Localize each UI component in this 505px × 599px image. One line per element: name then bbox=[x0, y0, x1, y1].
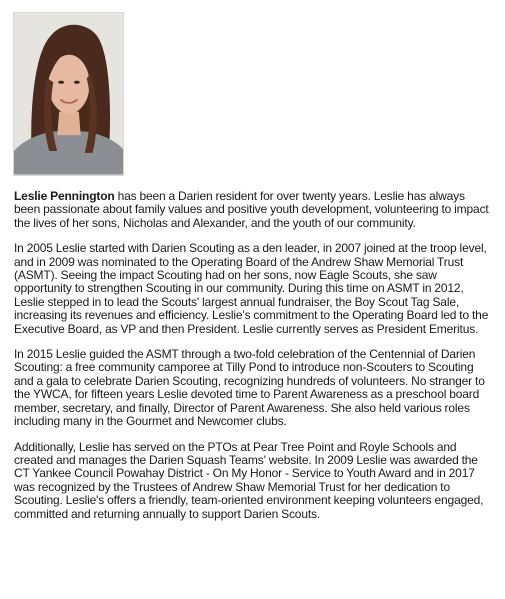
bio-paragraph-1 bbox=[14, 190, 492, 230]
portrait-photo bbox=[13, 12, 124, 176]
bio-paragraph-2: In 2005 Leslie started with Darien Scouting as a den leader, in 2007 joined at the troop level, and in 2009 was nominated to the Operating Board of the Andrew Shaw Memorial Trust (ASMT). Seeing the impact Scouting had on her sons, now Eagle Scouts, she saw opportunity to strengthen Scouting in our community. During this time on ASMT in 2012, Leslie stepped in to lead the Scouts' largest annual fundraiser, the Boy Scout Tag Sale, increasing its revenues and efficiency. Leslie's commitment to the Operating Board led to the Executive Board, as VP and then President. Leslie currently serves as President Emeritus. bbox=[14, 241, 489, 336]
person-name: Leslie Pennington bbox=[14, 189, 115, 203]
bio-paragraph-1-text: has been a Darien resident for over twenty years. Leslie has always been passionate about family values and positive youth development, volunteering to impact the lives of her sons, Nicholas and Alexander, and the youth of our community. bbox=[14, 189, 489, 230]
bio-text bbox=[14, 190, 492, 521]
portrait-illustration bbox=[14, 13, 123, 175]
bio-paragraph-3: In 2015 Leslie guided the ASMT through a two-fold celebration of the Centennial of Darien Scouting: a free community camporee at Tilly Pond to introduce non-Scouters to Scouting and a gala to celebrate Darien Scouting, recognizing hundreds of volunteers. No stranger to the YWCA, for fifteen years Leslie devoted time to Parent Awareness as a preschool board member, secretary, and finally, Director of Parent Awareness. She also held various roles including many in the Gourmet and Newcomer clubs. bbox=[14, 347, 485, 429]
bio-paragraph-4: Additionally, Leslie has served on the PTOs at Pear Tree Point and Royle Schools and created and manages the Darien Squash Teams' website. In 2009 Leslie was awarded the CT Yankee Council Powahay District - On My Honor - Service to Youth Award and in 2017 was recognized by the Trustees of Andrew Shaw Memorial Trust for her dedication to Scouting. Leslie's offers a friendly, team-oriented environment keeping volunteers engaged, committed and returning annually to support Darien Scouts. bbox=[14, 439, 484, 521]
neck bbox=[57, 112, 81, 136]
left-eye bbox=[58, 81, 64, 84]
right-eye bbox=[74, 81, 80, 84]
